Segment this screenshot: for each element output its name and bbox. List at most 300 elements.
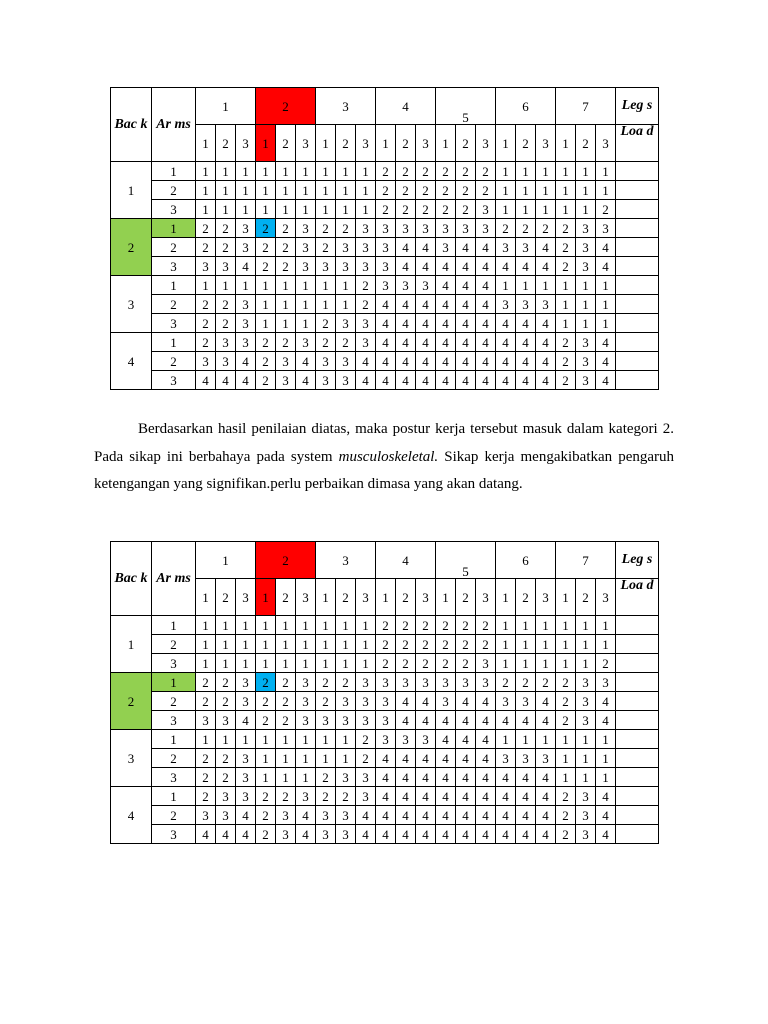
score-cell: 4 xyxy=(436,768,456,787)
score-cell: 2 xyxy=(276,711,296,730)
arms-score: 2 xyxy=(152,181,196,200)
load-sub-header: 2 xyxy=(216,579,236,616)
score-cell: 1 xyxy=(576,654,596,673)
score-cell: 2 xyxy=(356,730,376,749)
table-row xyxy=(111,181,659,200)
score-cell: 4 xyxy=(436,257,456,276)
score-cell: 1 xyxy=(336,162,356,181)
score-cell: 1 xyxy=(496,616,516,635)
score-cell: 1 xyxy=(296,635,316,654)
score-cell: 4 xyxy=(436,276,456,295)
score-cell: 1 xyxy=(276,295,296,314)
load-sub-header: 2 xyxy=(216,125,236,162)
score-cell: 2 xyxy=(316,768,336,787)
score-cell: 2 xyxy=(276,333,296,352)
score-cell: 4 xyxy=(596,371,616,390)
score-cell: 4 xyxy=(356,371,376,390)
score-cell: 4 xyxy=(596,257,616,276)
score-cell: 2 xyxy=(476,162,496,181)
owas-score-table-1 xyxy=(110,87,659,390)
score-cell: 2 xyxy=(556,257,576,276)
score-cell: 4 xyxy=(236,825,256,844)
table-row xyxy=(111,806,659,825)
legs-group-6: 6 xyxy=(496,542,556,579)
score-cell: 4 xyxy=(516,257,536,276)
score-cell: 2 xyxy=(556,371,576,390)
load-empty-cell xyxy=(616,352,659,371)
score-cell: 1 xyxy=(296,200,316,219)
score-cell: 3 xyxy=(236,749,256,768)
score-cell: 1 xyxy=(596,295,616,314)
score-cell: 1 xyxy=(356,181,376,200)
score-cell: 4 xyxy=(536,787,556,806)
score-cell: 3 xyxy=(316,371,336,390)
score-cell: 1 xyxy=(196,162,216,181)
score-cell: 4 xyxy=(216,371,236,390)
back-header: Bac k xyxy=(111,88,152,162)
score-cell: 1 xyxy=(516,730,536,749)
score-cell: 2 xyxy=(376,616,396,635)
score-cell: 3 xyxy=(576,825,596,844)
score-cell: 4 xyxy=(596,352,616,371)
score-cell: 2 xyxy=(276,219,296,238)
score-cell: 2 xyxy=(556,219,576,238)
back-score-4: 4 xyxy=(111,333,152,390)
score-cell: 1 xyxy=(256,749,276,768)
score-cell: 2 xyxy=(256,333,276,352)
table-row xyxy=(111,787,659,806)
score-cell: 3 xyxy=(336,768,356,787)
score-cell: 1 xyxy=(256,654,276,673)
score-cell: 3 xyxy=(236,692,256,711)
legs-header: Leg s xyxy=(616,88,659,125)
score-cell: 2 xyxy=(376,654,396,673)
score-cell: 3 xyxy=(316,825,336,844)
score-cell: 2 xyxy=(216,749,236,768)
score-cell: 4 xyxy=(456,711,476,730)
load-sub-header: 3 xyxy=(536,125,556,162)
score-cell: 1 xyxy=(336,654,356,673)
score-cell: 3 xyxy=(476,219,496,238)
score-cell: 2 xyxy=(376,162,396,181)
score-cell: 2 xyxy=(416,654,436,673)
score-cell: 2 xyxy=(336,787,356,806)
score-cell: 4 xyxy=(396,257,416,276)
load-empty-cell xyxy=(616,749,659,768)
paragraph-text-end: Sikap kerja mengakibatkan pengaruh ketengangan yang signifikan.perlu perbaikan dimasa yang akan datang. xyxy=(94,448,675,492)
score-cell: 2 xyxy=(556,352,576,371)
score-cell: 1 xyxy=(596,749,616,768)
score-cell: 4 xyxy=(236,257,256,276)
score-cell: 1 xyxy=(556,314,576,333)
score-cell: 4 xyxy=(456,371,476,390)
score-cell: 1 xyxy=(296,749,316,768)
score-cell: 1 xyxy=(596,181,616,200)
score-cell: 3 xyxy=(416,219,436,238)
back-score-1: 1 xyxy=(111,162,152,219)
score-cell: 2 xyxy=(416,635,436,654)
score-cell: 4 xyxy=(296,825,316,844)
score-cell: 4 xyxy=(456,314,476,333)
load-empty-cell xyxy=(616,314,659,333)
score-cell: 1 xyxy=(276,200,296,219)
score-cell: 2 xyxy=(316,673,336,692)
score-cell: 3 xyxy=(336,806,356,825)
score-cell: 3 xyxy=(496,295,516,314)
score-cell: 4 xyxy=(376,352,396,371)
score-cell: 2 xyxy=(356,295,376,314)
load-sub-header: 3 xyxy=(596,125,616,162)
score-cell: 1 xyxy=(296,730,316,749)
score-cell: 1 xyxy=(196,730,216,749)
score-cell: 4 xyxy=(536,692,556,711)
score-cell: 4 xyxy=(456,238,476,257)
score-cell: 3 xyxy=(376,711,396,730)
score-cell: 1 xyxy=(296,276,316,295)
table-row xyxy=(111,352,659,371)
arms-score: 2 xyxy=(152,635,196,654)
score-cell: 4 xyxy=(416,295,436,314)
score-cell: 4 xyxy=(536,314,556,333)
load-empty-cell xyxy=(616,711,659,730)
arms-score: 2 xyxy=(152,749,196,768)
score-cell: 2 xyxy=(276,692,296,711)
score-cell: 3 xyxy=(576,673,596,692)
load-header: Loa d xyxy=(616,125,659,162)
load-sub-header: 2 xyxy=(276,579,296,616)
score-cell: 1 xyxy=(556,730,576,749)
score-cell: 1 xyxy=(496,730,516,749)
score-cell: 2 xyxy=(256,352,276,371)
score-cell: 3 xyxy=(476,654,496,673)
score-cell: 4 xyxy=(236,371,256,390)
back-score-4: 4 xyxy=(111,787,152,844)
score-cell: 2 xyxy=(196,673,216,692)
back-score-2: 2 xyxy=(111,673,152,730)
score-cell: 4 xyxy=(516,333,536,352)
score-cell: 4 xyxy=(376,806,396,825)
arms-score: 1 xyxy=(152,162,196,181)
score-cell: 4 xyxy=(416,692,436,711)
table-row xyxy=(111,238,659,257)
score-cell: 1 xyxy=(316,276,336,295)
score-cell: 4 xyxy=(236,711,256,730)
score-cell: 1 xyxy=(556,200,576,219)
score-cell: 4 xyxy=(436,352,456,371)
score-cell: 4 xyxy=(416,238,436,257)
score-cell: 4 xyxy=(456,825,476,844)
score-cell: 4 xyxy=(376,333,396,352)
score-cell: 2 xyxy=(416,616,436,635)
score-cell: 2 xyxy=(396,162,416,181)
score-cell: 4 xyxy=(396,692,416,711)
score-cell: 3 xyxy=(296,333,316,352)
legs-group-2: 2 xyxy=(256,542,316,579)
score-cell: 4 xyxy=(496,806,516,825)
highlighted-score-cell: 2 xyxy=(256,219,276,238)
score-cell: 4 xyxy=(536,806,556,825)
score-cell: 1 xyxy=(576,749,596,768)
score-cell: 2 xyxy=(196,219,216,238)
score-cell: 1 xyxy=(536,654,556,673)
score-cell: 3 xyxy=(336,825,356,844)
back-score-2: 2 xyxy=(111,219,152,276)
load-sub-header: 2 xyxy=(336,125,356,162)
score-cell: 2 xyxy=(256,787,276,806)
score-cell: 1 xyxy=(216,654,236,673)
table-row xyxy=(111,333,659,352)
score-cell: 1 xyxy=(556,162,576,181)
table-row xyxy=(111,825,659,844)
score-cell: 1 xyxy=(556,181,576,200)
score-cell: 4 xyxy=(436,749,456,768)
score-cell: 4 xyxy=(236,352,256,371)
score-cell: 4 xyxy=(456,749,476,768)
score-cell: 3 xyxy=(356,673,376,692)
score-cell: 4 xyxy=(476,768,496,787)
score-cell: 4 xyxy=(416,825,436,844)
score-cell: 4 xyxy=(456,806,476,825)
score-cell: 1 xyxy=(316,654,336,673)
score-cell: 3 xyxy=(236,295,256,314)
score-cell: 4 xyxy=(536,257,556,276)
load-empty-cell xyxy=(616,181,659,200)
score-cell: 1 xyxy=(336,749,356,768)
score-cell: 3 xyxy=(576,333,596,352)
table-row xyxy=(111,692,659,711)
legs-group-7: 7 xyxy=(556,88,616,125)
legs-group-7: 7 xyxy=(556,542,616,579)
load-sub-header: 3 xyxy=(296,579,316,616)
score-cell: 1 xyxy=(516,162,536,181)
score-cell: 4 xyxy=(516,371,536,390)
score-cell: 2 xyxy=(276,787,296,806)
score-cell: 1 xyxy=(576,162,596,181)
score-cell: 2 xyxy=(376,200,396,219)
score-cell: 3 xyxy=(336,314,356,333)
score-cell: 2 xyxy=(416,181,436,200)
score-cell: 3 xyxy=(336,257,356,276)
score-cell: 1 xyxy=(596,276,616,295)
score-cell: 1 xyxy=(576,616,596,635)
score-cell: 3 xyxy=(316,806,336,825)
score-cell: 2 xyxy=(216,768,236,787)
score-cell: 3 xyxy=(296,787,316,806)
score-cell: 2 xyxy=(276,673,296,692)
score-cell: 4 xyxy=(516,768,536,787)
score-cell: 4 xyxy=(476,806,496,825)
score-cell: 4 xyxy=(476,314,496,333)
conclusion-paragraph xyxy=(94,416,674,499)
score-cell: 4 xyxy=(516,825,536,844)
load-empty-cell xyxy=(616,768,659,787)
score-cell: 1 xyxy=(196,635,216,654)
score-cell: 2 xyxy=(376,181,396,200)
score-cell: 1 xyxy=(256,162,276,181)
score-cell: 3 xyxy=(356,219,376,238)
arms-score: 1 xyxy=(152,673,196,692)
score-cell: 4 xyxy=(476,787,496,806)
score-cell: 1 xyxy=(336,295,356,314)
score-cell: 4 xyxy=(476,825,496,844)
score-cell: 2 xyxy=(276,257,296,276)
score-cell: 2 xyxy=(256,257,276,276)
arms-score: 3 xyxy=(152,768,196,787)
score-cell: 2 xyxy=(256,825,276,844)
score-cell: 2 xyxy=(436,635,456,654)
score-cell: 4 xyxy=(456,692,476,711)
score-cell: 3 xyxy=(196,711,216,730)
score-cell: 2 xyxy=(436,200,456,219)
table-row xyxy=(111,162,659,181)
score-cell: 4 xyxy=(436,711,456,730)
load-sub-header: 2 xyxy=(576,125,596,162)
legs-group-4: 4 xyxy=(376,88,436,125)
load-sub-header: 1 xyxy=(556,125,576,162)
score-cell: 2 xyxy=(336,219,356,238)
score-cell: 1 xyxy=(556,749,576,768)
score-cell: 1 xyxy=(556,768,576,787)
score-cell: 2 xyxy=(456,200,476,219)
table-row xyxy=(111,635,659,654)
score-cell: 3 xyxy=(236,314,256,333)
score-cell: 1 xyxy=(296,616,316,635)
score-cell: 3 xyxy=(296,692,316,711)
score-cell: 2 xyxy=(336,333,356,352)
score-cell: 1 xyxy=(536,730,556,749)
score-cell: 3 xyxy=(416,276,436,295)
score-cell: 2 xyxy=(196,238,216,257)
score-cell: 1 xyxy=(576,314,596,333)
score-cell: 3 xyxy=(536,295,556,314)
score-cell: 1 xyxy=(516,200,536,219)
score-cell: 3 xyxy=(576,238,596,257)
score-cell: 4 xyxy=(516,711,536,730)
score-cell: 1 xyxy=(276,162,296,181)
score-cell: 3 xyxy=(296,238,316,257)
score-cell: 4 xyxy=(216,825,236,844)
score-cell: 4 xyxy=(376,768,396,787)
score-cell: 2 xyxy=(356,749,376,768)
score-cell: 3 xyxy=(396,730,416,749)
score-cell: 1 xyxy=(276,276,296,295)
score-cell: 1 xyxy=(336,730,356,749)
score-cell: 1 xyxy=(316,616,336,635)
score-cell: 4 xyxy=(456,276,476,295)
table-row xyxy=(111,314,659,333)
score-cell: 4 xyxy=(496,333,516,352)
score-cell: 1 xyxy=(556,276,576,295)
score-cell: 4 xyxy=(456,295,476,314)
score-cell: 3 xyxy=(276,806,296,825)
score-cell: 2 xyxy=(556,692,576,711)
score-cell: 3 xyxy=(576,257,596,276)
score-cell: 4 xyxy=(476,276,496,295)
score-cell: 3 xyxy=(396,673,416,692)
score-cell: 2 xyxy=(536,673,556,692)
arms-score: 3 xyxy=(152,257,196,276)
paragraph-italic-term: musculoskeletal. xyxy=(338,448,439,465)
table-row xyxy=(111,200,659,219)
score-cell: 1 xyxy=(316,200,336,219)
score-cell: 3 xyxy=(356,768,376,787)
score-cell: 1 xyxy=(256,181,276,200)
load-empty-cell xyxy=(616,276,659,295)
score-cell: 4 xyxy=(516,806,536,825)
score-cell: 4 xyxy=(496,314,516,333)
load-sub-header: 3 xyxy=(416,125,436,162)
arms-score: 3 xyxy=(152,711,196,730)
score-cell: 1 xyxy=(556,654,576,673)
score-cell: 1 xyxy=(576,730,596,749)
load-empty-cell xyxy=(616,333,659,352)
score-cell: 2 xyxy=(256,371,276,390)
score-cell: 1 xyxy=(236,730,256,749)
score-cell: 4 xyxy=(476,749,496,768)
score-cell: 3 xyxy=(216,257,236,276)
score-cell: 4 xyxy=(436,295,456,314)
score-cell: 1 xyxy=(316,635,336,654)
score-cell: 1 xyxy=(516,654,536,673)
score-cell: 2 xyxy=(216,692,236,711)
load-sub-header: 1 xyxy=(256,125,276,162)
score-cell: 3 xyxy=(336,238,356,257)
load-empty-cell xyxy=(616,219,659,238)
arms-header: Ar ms xyxy=(152,542,196,616)
score-cell: 2 xyxy=(336,673,356,692)
load-empty-cell xyxy=(616,616,659,635)
load-sub-header: 1 xyxy=(196,125,216,162)
score-cell: 1 xyxy=(236,635,256,654)
score-cell: 3 xyxy=(236,333,256,352)
score-cell: 3 xyxy=(476,673,496,692)
score-cell: 2 xyxy=(196,692,216,711)
load-sub-header: 2 xyxy=(336,579,356,616)
score-cell: 4 xyxy=(476,333,496,352)
score-cell: 4 xyxy=(456,768,476,787)
score-cell: 4 xyxy=(476,257,496,276)
score-cell: 4 xyxy=(456,352,476,371)
legs-group-3: 3 xyxy=(316,542,376,579)
score-cell: 4 xyxy=(356,352,376,371)
score-cell: 4 xyxy=(196,371,216,390)
load-sub-header: 2 xyxy=(396,579,416,616)
score-cell: 4 xyxy=(476,711,496,730)
score-cell: 1 xyxy=(496,635,516,654)
score-cell: 4 xyxy=(416,806,436,825)
load-sub-header: 3 xyxy=(296,125,316,162)
score-cell: 2 xyxy=(216,295,236,314)
score-cell: 3 xyxy=(296,219,316,238)
score-cell: 1 xyxy=(196,276,216,295)
score-cell: 2 xyxy=(416,200,436,219)
score-cell: 3 xyxy=(376,276,396,295)
score-cell: 1 xyxy=(276,635,296,654)
score-cell: 2 xyxy=(476,635,496,654)
score-cell: 4 xyxy=(516,787,536,806)
load-sub-header: 1 xyxy=(496,125,516,162)
score-cell: 3 xyxy=(376,730,396,749)
load-empty-cell xyxy=(616,635,659,654)
load-header: Loa d xyxy=(616,579,659,616)
score-cell: 3 xyxy=(276,825,296,844)
score-cell: 4 xyxy=(456,333,476,352)
score-cell: 1 xyxy=(596,162,616,181)
table-row xyxy=(111,730,659,749)
score-cell: 2 xyxy=(276,238,296,257)
score-cell: 4 xyxy=(436,806,456,825)
score-cell: 1 xyxy=(536,181,556,200)
